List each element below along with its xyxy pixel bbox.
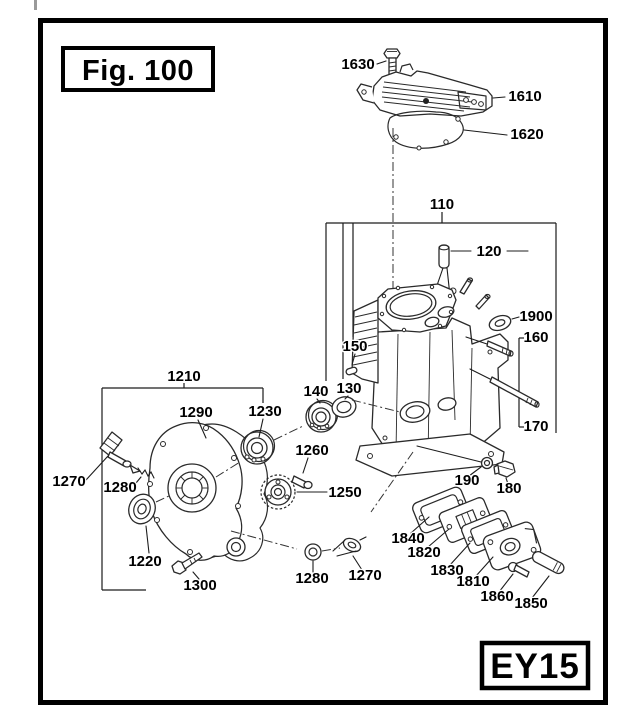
part-label-1280: 1280	[103, 479, 137, 496]
part-label-1900: 1900	[519, 308, 553, 325]
part-label-1840: 1840	[391, 530, 425, 547]
part-label-120: 120	[476, 243, 502, 260]
part-label-1290: 1290	[179, 404, 213, 421]
part-label-180: 180	[496, 480, 522, 497]
part-label-190: 190	[454, 472, 480, 489]
part-label-1270: 1270	[52, 473, 86, 490]
part-label-1850: 1850	[514, 595, 548, 612]
washer-190-part	[482, 458, 493, 469]
figure-number: Fig. 100	[82, 55, 194, 87]
part-label-140: 140	[303, 383, 329, 400]
part-label-1820: 1820	[407, 544, 441, 561]
part-label-1270b: 1270	[348, 567, 382, 584]
part-label-1620: 1620	[510, 126, 544, 143]
part-label-110: 110	[429, 196, 455, 213]
part-label-1250: 1250	[328, 484, 362, 501]
part-label-1610: 1610	[508, 88, 542, 105]
part-label-1280b: 1280	[295, 570, 329, 587]
part-label-1810: 1810	[456, 573, 490, 590]
part-label-1230: 1230	[248, 403, 282, 420]
part-label-1220: 1220	[128, 553, 162, 570]
part-label-1630: 1630	[341, 56, 375, 73]
part-label-170: 170	[523, 418, 549, 435]
scan-registration-tick	[34, 0, 37, 10]
part-label-1210: 1210	[167, 368, 201, 385]
part-label-1260: 1260	[295, 442, 329, 459]
part-label-1860: 1860	[480, 588, 514, 605]
part-label-130: 130	[336, 380, 362, 397]
part-label-150: 150	[342, 338, 368, 355]
part-label-160: 160	[523, 329, 549, 346]
model-code-box	[482, 643, 588, 688]
model-code: EY15	[490, 647, 580, 686]
part-label-1300: 1300	[183, 577, 217, 594]
figure-number-box	[63, 48, 213, 90]
part-label-1830: 1830	[430, 562, 464, 579]
